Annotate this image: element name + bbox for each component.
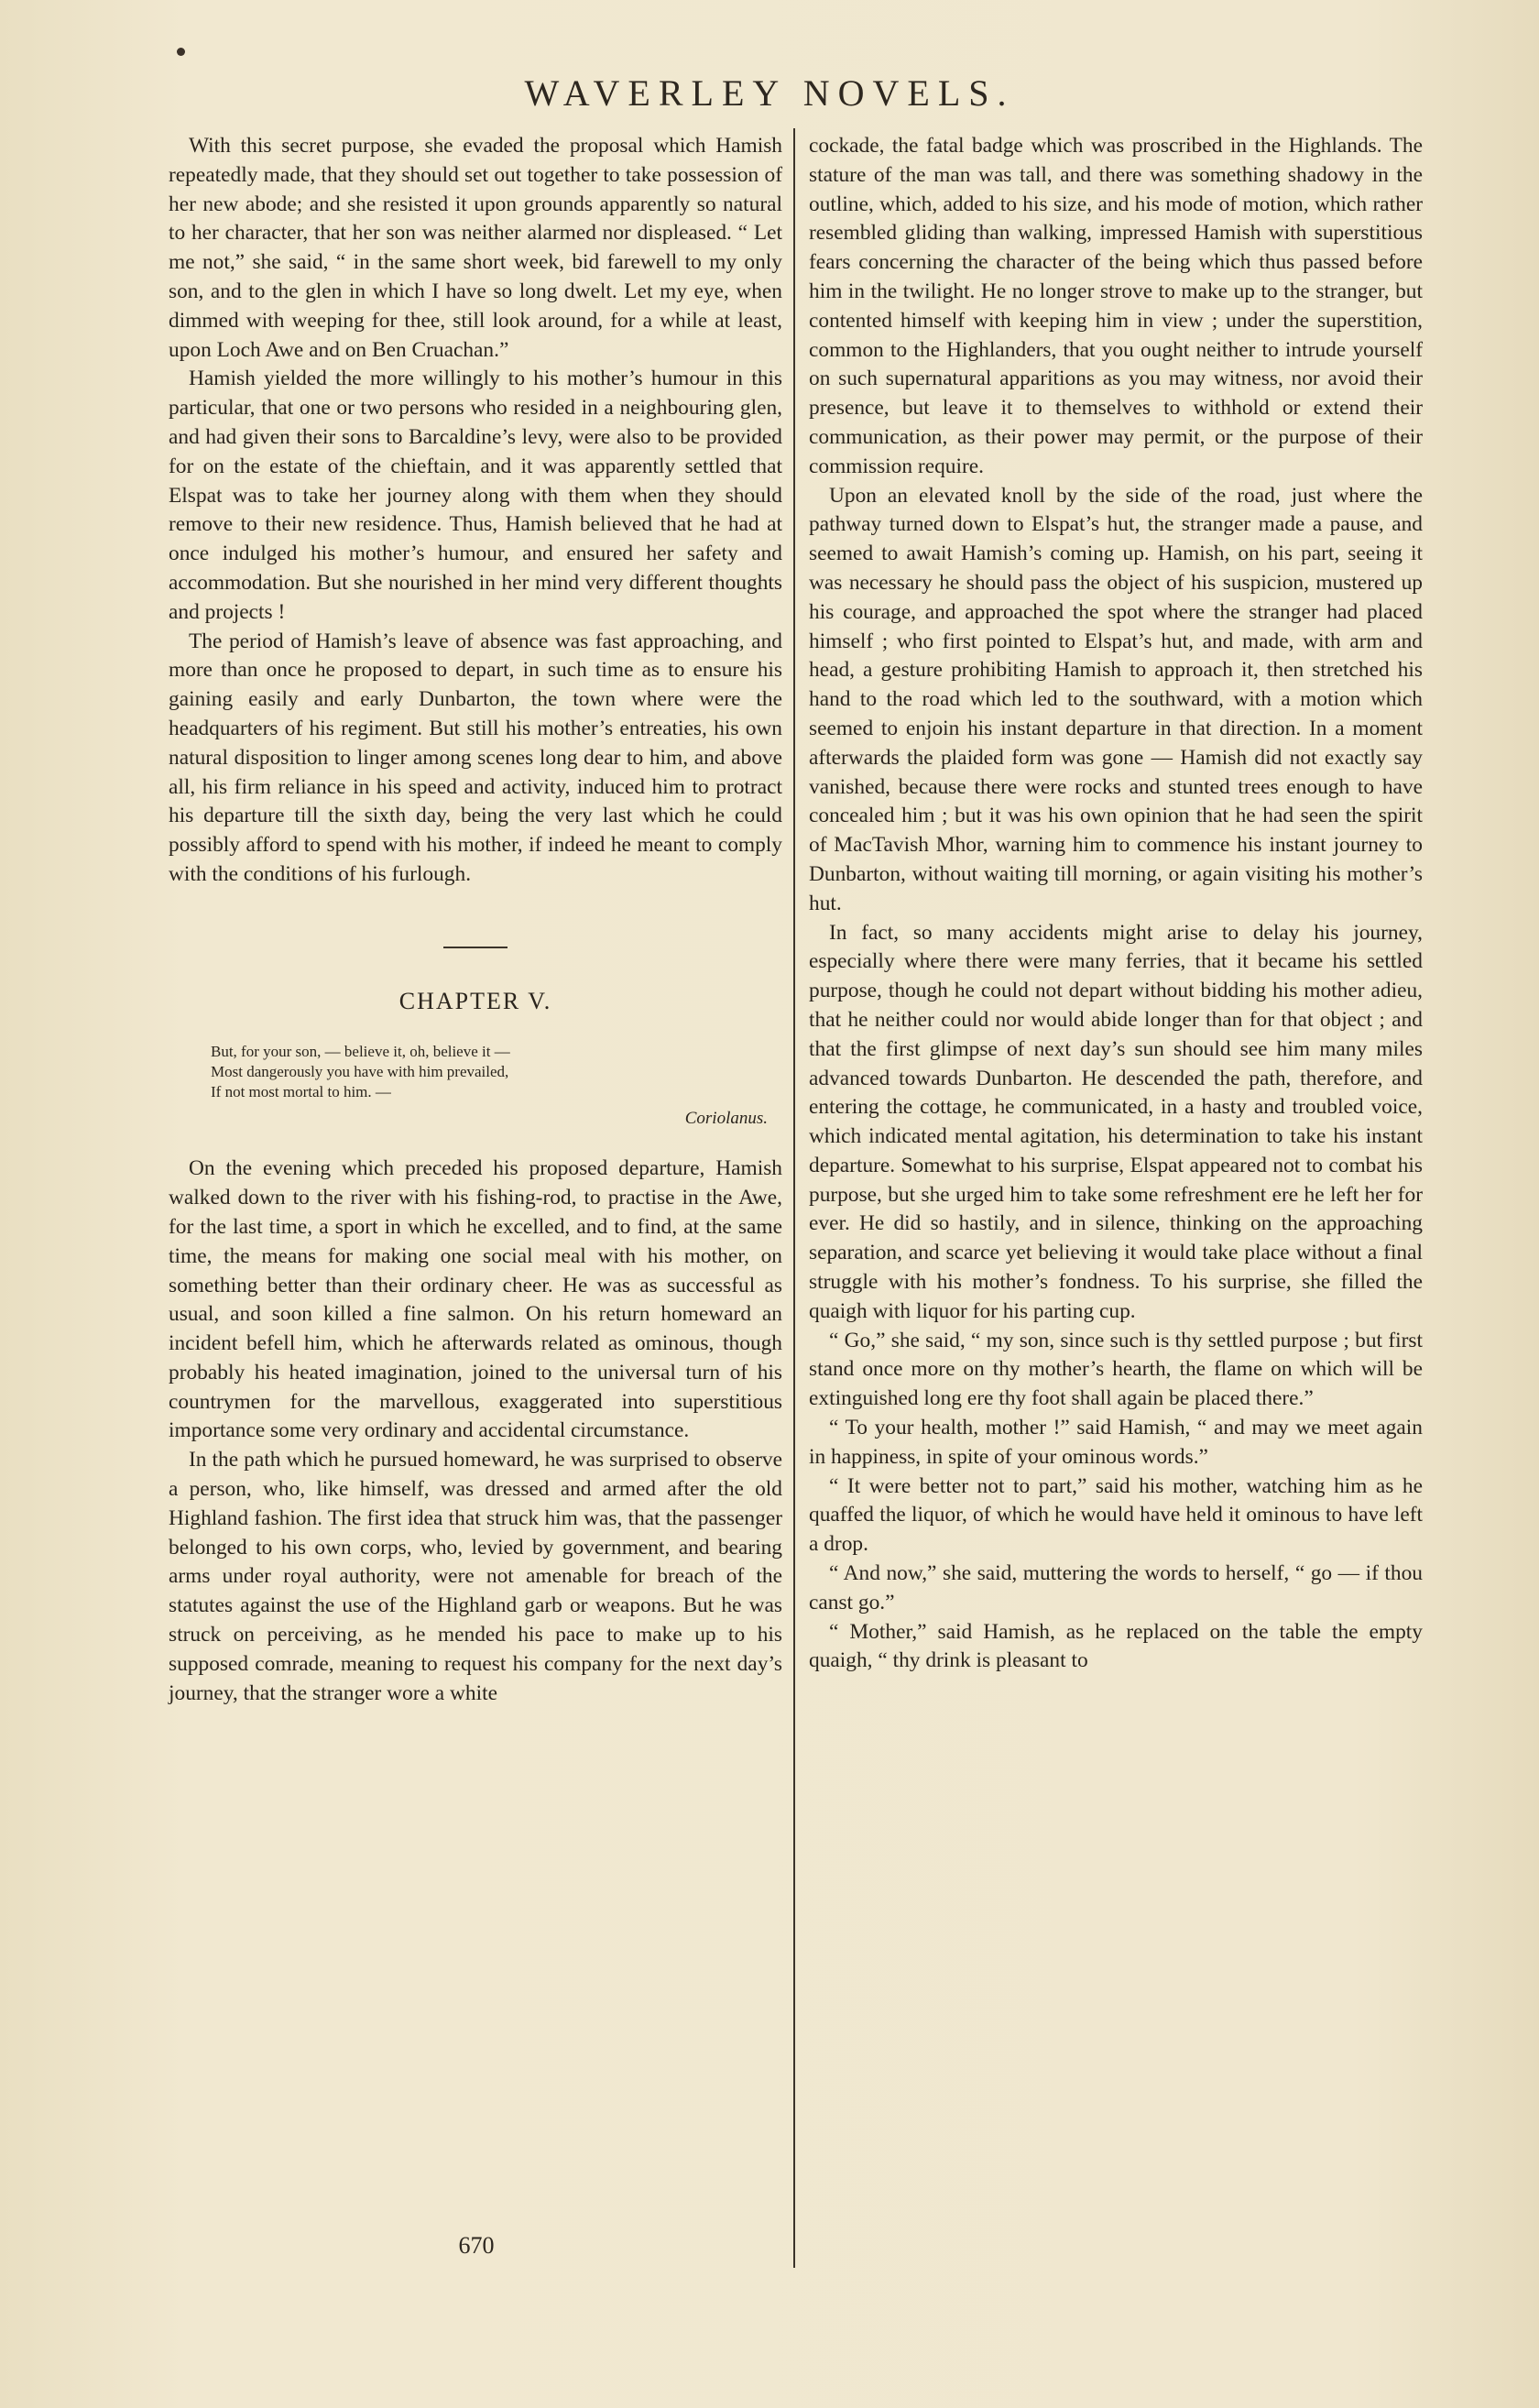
paragraph: “ And now,” she said, muttering the words to herself, “ go — if thou canst go.”	[809, 1561, 1423, 1614]
chapter-rule	[443, 947, 508, 948]
running-head: WAVERLEY NOVELS.	[524, 72, 1015, 114]
paragraph: Hamish yielded the more willingly to his mother’s humour in this particular, that one or two persons who resided in a neighbouring glen, and had given their sons to Barcaldine’s levy, were also to be provided for on the estate of the chieftain, and it was apparently settled that Elspat was to take her journey along with them when they should remove to their new residence. Thus, Hamish believed that he had at once indulged his mother’s humour, and ensured her safety and accommodation. But she nourished in her mind very different thoughts and projects !	[169, 367, 782, 624]
paragraph: “ Go,” she said, “ my son, since such is thy settled purpose ; but first stand once more on thy mother’s hearth, the flame on which will be extinguished long ere thy foot shall again be placed there.”	[809, 1328, 1423, 1411]
paragraph: With this secret purpose, she evaded the proposal which Hamish repeatedly made, that they should set out together to take possession of her new abode; and she resisted it upon grounds apparently so natural to her character, that her son was neither alarmed nor displeased. “ Let me not,” she said, “ in the same short week, bid farewell to my only son, and to the glen in which I have so long dwelt. Let my eye, when dimmed with weeping for thee, still look around, for a while at least, upon Loch Awe and on Ben Cruachan.”	[169, 134, 782, 362]
epigraph-line: If not most mortal to him. —	[211, 1082, 391, 1100]
paragraph: In the path which he pursued homeward, he was surprised to observe a person, who, like himself, was dressed and armed after the old Highland fashion. The first idea that struck him was, that the passenger belonged to his own corps, who, levied by government, and bearing arms under royal authority, were not amenable for breach of the statutes against the use of the Highland garb or weapons. But he was struck on perceiving, as he mended his pace to make up to his supposed comrade, meaning to request his company for the next day’s journey, that the stranger wore a white	[169, 1448, 782, 1705]
right-column	[809, 132, 1423, 1676]
paragraph: The period of Hamish’s leave of absence was fast approaching, and more than once he proposed to depart, in such time as to ensure his gaining easily and early Dunbarton, the town where were the headquarters of his regiment. But still his mother’s entreaties, his own natural disposition to linger among scenes long dear to him, and above all, his firm reliance in his speed and activity, induced him to protract his departure till the sixth day, being the very last which he could possibly afford to spend with his mother, if indeed he meant to comply with the conditions of his furlough.	[169, 629, 782, 886]
epigraph-line: But, for your son, — believe it, oh, believe it —	[211, 1042, 510, 1060]
paragraph-continuation: cockade, the fatal badge which was proscribed in the Highlands. The stature of the man was tall, and there was something shadowy in the outline, which, added to his size, and his mode of motion, which rather resembled gliding than walking, impressed Hamish with superstitious fears concerning the character of the being which thus passed before him in the twilight. He no longer strove to make up to the stranger, but contented himself with keeping him in view ; under the superstition, common to the Highlanders, that you ought neither to intrude yourself on such supernatural apparitions as you may witness, nor avoid their presence, but leave it to themselves to withhold or extend their communication, as their power may permit, or the purpose of their commission require.	[809, 134, 1423, 478]
paragraph: “ It were better not to part,” said his mother, watching him as he quaffed the liquor, of which he would have held it ominous to have left a drop.	[809, 1473, 1423, 1557]
page-number: 670	[458, 2232, 495, 2259]
paragraph: “ Mother,” said Hamish, as he replaced on the table the empty quaigh, “ thy drink is pleasant to	[809, 1619, 1423, 1673]
epigraph-source: Coriolanus.	[684, 1108, 768, 1128]
chapter-title: CHAPTER V.	[398, 987, 552, 1014]
paragraph: Upon an elevated knoll by the side of the road, just where the pathway turned down to Elspat’s hut, the stranger made a pause, and seemed to await Hamish’s coming up. Hamish, on his part, seeing it was necessary he should pass the object of his suspicion, mustered up his courage, and approached the spot where the stranger had placed himself ; who first pointed to Elspat’s hut, and made, with arm and head, a gesture prohibiting Hamish to approach it, then stretched his hand to the road which led to the southward, with a motion which seemed to enjoin his instant departure in that direction. In a moment afterwards the plaided form was gone — Hamish did not exactly say vanished, because there were rocks and stunted trees enough to have concealed him ; but it was his own opinion that he had seen the spirit of MacTavish Mhor, warning him to commence his instant journey to Dunbarton, without waiting till morning, or again visiting his mother’s hut.	[809, 483, 1423, 915]
paragraph: “ To your health, mother !” said Hamish, “ and may we meet again in happiness, in spite of your ominous words.”	[809, 1416, 1423, 1469]
epigraph	[211, 1042, 782, 1102]
epigraph-line: Most dangerously you have with him prevailed,	[211, 1062, 509, 1080]
paragraph: On the evening which preceded his proposed departure, Hamish walked down to the river with his fishing-rod, to practise in the Awe, for the last time, a sport in which he excelled, and to find, at the same time, the means for making one social meal with his mother, on something better than their ordinary cheer. He was as successful as usual, and soon killed a fine salmon. On his return homeward an incident befell him, which he afterwards related as ominous, though probably his heated imagination, joined to the universal turn of his countrymen for the marvellous, exaggerated into superstitious importance some very ordinary and accidental circumstance.	[169, 1156, 782, 1443]
paragraph: In fact, so many accidents might arise to delay his journey, especially where there were many ferries, that it became his settled purpose, though he could not depart without bidding his mother adieu, that he neither could nor would abide longer than for that object ; and that the first glimpse of next day’s sun should see him many miles advanced towards Dunbarton. He descended the path, therefore, and entering the cottage, he communicated, in a hasty and troubled voice, which indicated mental agitation, his determination to take his instant departure. Somewhat to his surprise, Elspat appeared not to combat his purpose, but she urged him to take some refreshment ere he left her for ever. He did so hastily, and in silence, thinking on the approaching separation, and scarce yet believing it would take place without a final struggle with his mother’s fondness. To his surprise, she filled the quaigh with liquor for his parting cup.	[809, 920, 1423, 1323]
column-divider	[793, 128, 795, 2268]
left-column	[169, 132, 782, 1708]
printer-dot	[177, 48, 185, 56]
